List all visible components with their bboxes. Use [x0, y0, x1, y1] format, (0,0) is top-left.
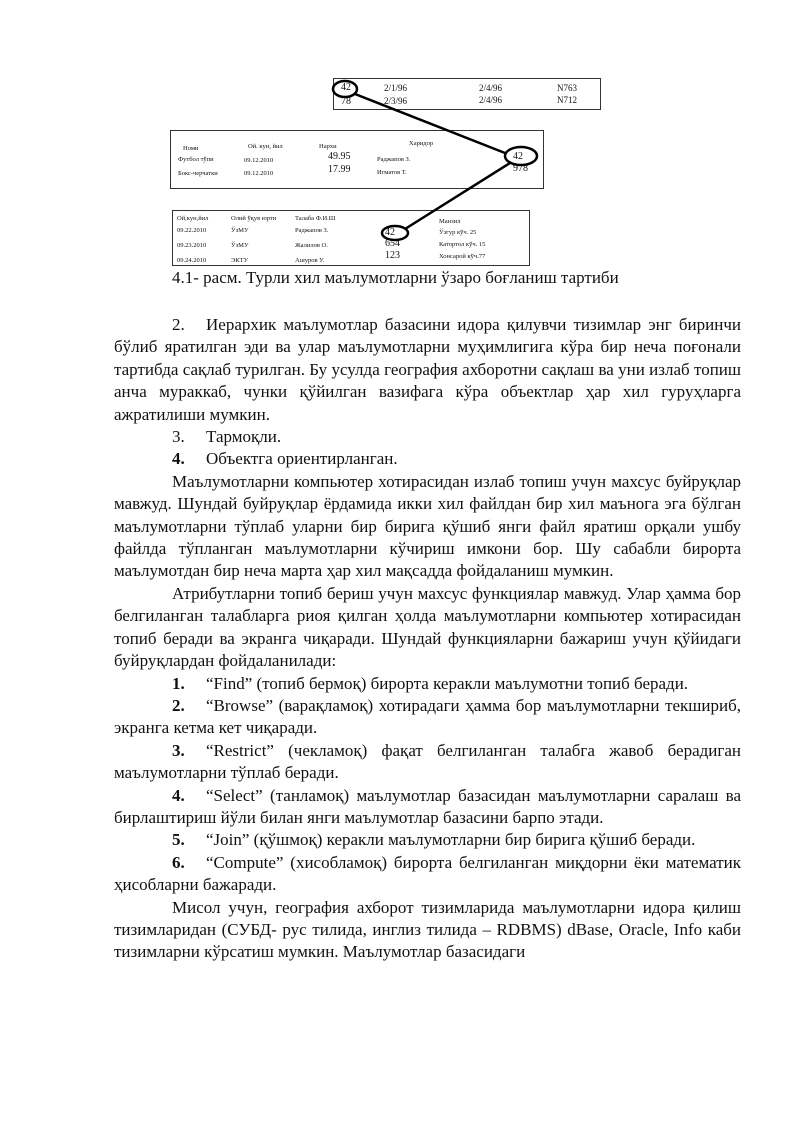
paragraph-commands: Маълумотларни компьютер хотирасидан излаб топиш учун махсус буйруқлар мавжуд. Шундай буйруқлар ёрдамида икки хил файлдан бир хил маънога эга бўлган маълумотларни тўплаб уларни бир бирига қўшиб янги файл яратиш орқали ушбу файлда тўпланган маълумотларни кўчириш имкони бор. Шу сабабли бирорта маълумотдан бир неча марта ҳар хил мақсадда фойдаланиш мумкин. [114, 471, 741, 581]
bot-row3-date: 09.24.2010 [177, 257, 207, 264]
mid-row2-price: 17.99 [328, 164, 351, 175]
mid-header-buyer: Харидор [409, 140, 434, 147]
connector-top-mid [355, 94, 505, 153]
mid-row2-name: Бокс-черчатки [178, 170, 218, 177]
mid-key-978: 978 [513, 163, 528, 174]
list-item-text: “Browse” (варақламоқ) хотирадаги ҳамма бор маълумотларни текшириб, экранга кетма кет чиқаради. [114, 695, 741, 738]
mid-key-circle [505, 147, 537, 165]
top-row2-code: N712 [557, 95, 577, 105]
list-number: 4. [172, 449, 185, 469]
list-item-restrict [114, 740, 741, 785]
bot-key-42: 42 [385, 227, 395, 238]
mid-row2-buyer: Игматов Т. [377, 169, 407, 176]
bot-header-date: Ой,кун,йил [177, 215, 209, 222]
paragraph-text: Тармоқли. [206, 427, 282, 447]
bot-key-654: 654 [385, 238, 400, 249]
top-key-circle [333, 81, 357, 97]
list-item-browse [114, 695, 741, 740]
bot-row2-student: Жалилов О. [295, 242, 328, 249]
list-item-text: “Find” (топиб бермоқ) бирорта керакли маълумотни топиб беради. [206, 673, 689, 693]
bot-header-student: Талаба Ф.И.Ш [295, 215, 336, 222]
bot-row2-date: 09.23.2010 [177, 242, 207, 249]
list-item-select [114, 785, 741, 830]
bot-header-address: Манзил [439, 218, 461, 225]
list-item-text: “Compute” (хисобламоқ) бирорта белгиланган миқдорни ёки математик ҳисобларни бажаради. [114, 852, 741, 895]
list-number: 3. [172, 740, 185, 760]
link-connectors [0, 0, 800, 270]
paragraph-example: Мисол учун, география ахборот тизимларида маълумотларни идора қилиш тизимларидан (СУБД- рус тилида, инглиз тилида – RDBMS) dBase, Oracle, Info каби тизимларни кўрсатиш мумкин. Маълумотлар базасидаги [114, 897, 741, 962]
paragraph-attributes: Атрибутларни топиб бериш учун махсус функциялар мавжуд. Улар ҳамма бор белгиланган талабларга риоя қилган ҳолда маълумотларни компьютер хотирасидан топиб беради ва экранга чиқаради. Шундай функцияларни бажариш учун қўйидаги буйруқлардан фойдаланилади: [114, 583, 741, 671]
paragraph-hierarchical [114, 314, 741, 426]
figure-record-linkage [0, 0, 800, 287]
list-item-join [114, 829, 741, 851]
top-row2-id: 78 [341, 96, 351, 107]
bot-header-university: Олий ўқув юрти [231, 215, 277, 222]
bot-key-123: 123 [385, 250, 400, 261]
figure-caption: 4.1- расм. Турли хил маълумотларни ўзаро боғланиш тартиби [172, 268, 619, 287]
list-number: 1. [172, 673, 185, 693]
list-item-text: “Select” (танламоқ) маълумотлар базасидан маълумотларни саралаш ва бирлаштириш йўли билан янги маълумотлар базасини барпо этади. [114, 785, 741, 827]
paragraph-text: Объектга ориентирланган. [206, 449, 398, 469]
bot-address-1: Ўзгур кўч. 25 [439, 229, 477, 236]
mid-header-date: Ой. кун, йил [248, 143, 283, 150]
bot-row1-university: ЎзМУ [231, 227, 249, 234]
list-number: 5. [172, 830, 185, 850]
list-number: 3. [172, 427, 185, 447]
paragraph-network [114, 426, 741, 448]
list-number: 2. [172, 315, 185, 334]
mid-row2-date: 09.12.2010 [244, 170, 274, 177]
top-row1-code: N763 [557, 83, 577, 93]
bot-address-3: Хонсарой кўч.77 [439, 253, 486, 260]
bot-row1-date: 09.22.2010 [177, 227, 207, 234]
list-number: 6. [172, 852, 185, 872]
top-row2-date2: 2/4/96 [479, 95, 503, 105]
bot-row3-student: Ашуров У. [295, 257, 325, 264]
list-item-text: “Join” (қўшмоқ) керакли маълумотларни бир бирига қўшиб беради. [206, 830, 696, 850]
paragraph-object-oriented [114, 448, 741, 470]
top-row1-date1: 2/1/96 [384, 83, 408, 93]
mid-row1-buyer: Раджапов З. [377, 156, 411, 163]
bot-address-2: Катортол кўч. 15 [439, 241, 486, 248]
bot-row2-university: ЎзМУ [231, 242, 249, 249]
mid-row1-name: Футбол тўпи [178, 156, 214, 163]
list-number: 4. [172, 785, 185, 805]
bot-key-circle [382, 226, 408, 240]
mid-header-name: Номи [183, 145, 199, 152]
list-item-compute [114, 852, 741, 897]
connector-mid-bot [405, 163, 510, 229]
list-number: 2. [172, 695, 185, 715]
mid-row1-date: 09.12.2010 [244, 157, 274, 164]
mid-row1-price: 49.95 [328, 151, 351, 162]
top-row1-date2: 2/4/96 [479, 83, 503, 93]
bot-row3-university: ЭКТУ [231, 257, 249, 264]
mid-key-42: 42 [513, 151, 523, 162]
list-item-find [114, 673, 741, 695]
mid-header-price: Нархи [319, 143, 337, 150]
bot-row1-student: Раджапов З. [295, 227, 329, 234]
list-item-text: “Restrict” (чекламоқ) фақат белгиланган талабга жавоб берадиган маълумотларни тўплаб беради. [114, 740, 741, 783]
paragraph-text: Иерархик маълумотлар базасини идора қилувчи тизимлар энг биринчи бўлиб яратилган эди ва улар маълумотларни муҳимлигига кўра бир неча поғонали тартибда сақлаб турилган. Бу усулда география ахборотни сақлаш ва уни излаб топиш анча мураккаб, чунки қўйилган вазифага кўра объектлар ҳар хил гуруҳларга ажратилиши мумкин. [114, 315, 741, 424]
top-row2-date1: 2/3/96 [384, 96, 408, 106]
body-text [114, 314, 741, 964]
top-row1-id: 42 [341, 82, 351, 93]
